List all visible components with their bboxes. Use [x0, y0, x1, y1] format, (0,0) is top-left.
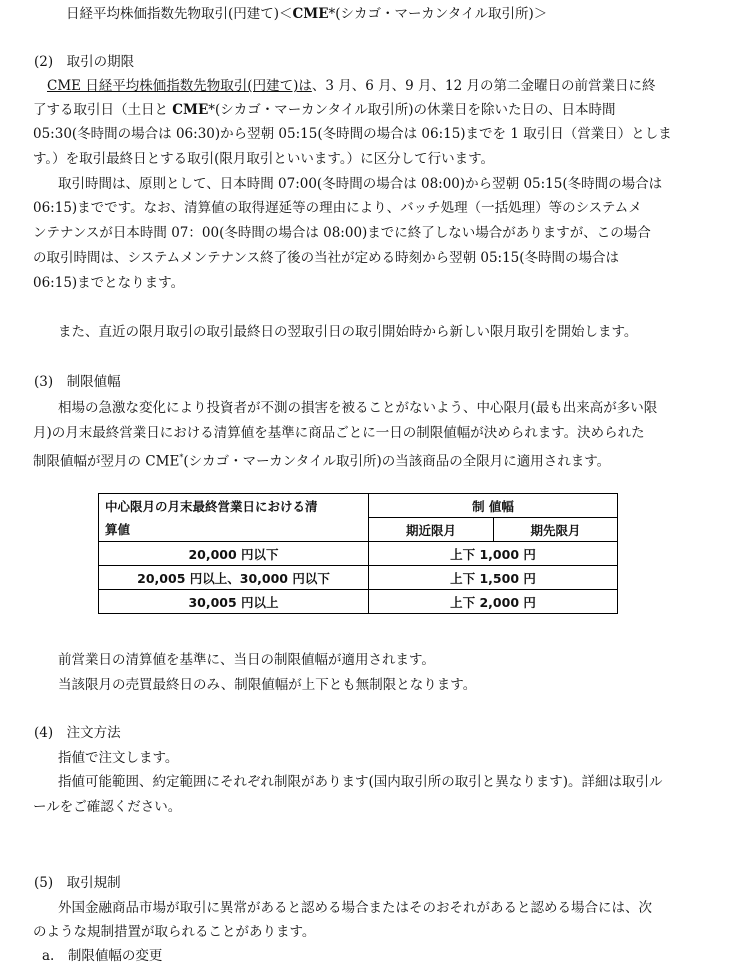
table-header-row [99, 494, 618, 518]
header-near-month: 期近限月 [369, 518, 494, 542]
s2-p1-line2-a: 了する取引日（土日と [33, 102, 173, 118]
row-range: 20,000 円以下 [99, 542, 369, 566]
header-cme: CME [292, 6, 329, 22]
row-limit: 上下 1,500 円 [369, 566, 618, 590]
header-limit: 制 値幅 [369, 494, 618, 518]
table-row [99, 566, 618, 590]
cme-product-name: CME 日経平均株価指数先物取引(円建て)は [47, 78, 312, 94]
s3-line1: 相場の急激な変化により投資者が不測の損害を被ることがないよう、中心限月(最も出来高が多い限 [58, 400, 658, 416]
s3-note1: 前営業日の清算値を基準に、当日の制限値幅が適用されます。 [58, 652, 435, 668]
row-range: 20,005 円以上、30,000 円以下 [99, 566, 369, 590]
header-base-price: 中心限月の月末最終営業日における清 [99, 494, 369, 518]
price-limit-table [98, 493, 618, 614]
header-line [66, 4, 547, 24]
s3-line3-a: 制限値幅が翌月の CME [33, 453, 180, 470]
s2-p1-line1-rest: 、3 月、6 月、9 月、12 月の第二金曜日の前営業日に終 [311, 78, 656, 94]
s2-p2-line2: 06:15)までです。なお、清算値の取得遅延等の理由により、バッチ処理（一括処理）等のシステムメ [33, 200, 642, 216]
s5-item-a: a. 制限値幅の変更 [42, 948, 163, 964]
s2-p3: また、直近の限月取引の取引最終日の翌取引日の取引開始時から新しい限月取引を開始します。 [58, 324, 638, 340]
header-suffix: *(シカゴ・マーカンタイル取引所)＞ [328, 6, 548, 22]
header-base-price-cont: 算値 [99, 518, 369, 542]
s4-line1: 指値で注文します。 [58, 750, 179, 766]
row-limit: 上下 1,000 円 [369, 542, 618, 566]
s2-p2-line5: 06:15)までとなります。 [33, 275, 185, 291]
s3-note2: 当該限月の売買最終日のみ、制限値幅が上下とも無制限となります。 [58, 677, 477, 693]
table-subheader-row [99, 518, 618, 542]
header-prefix: 日経平均株価指数先物取引(円建て)＜ [66, 6, 293, 22]
s2-p1-line2-b: *(シカゴ・マーカンタイル取引所)の休業日を除いた日の、日本時間 [208, 102, 616, 118]
s2-p1-line2 [33, 100, 615, 120]
row-limit: 上下 2,000 円 [369, 590, 618, 614]
section-4-heading: (4) 注文方法 [34, 725, 121, 741]
header-far-month: 期先限月 [494, 518, 618, 542]
s5-line1: 外国金融商品市場が取引に異常があると認める場合またはそのおそれがあると認める場合には、次 [58, 900, 652, 916]
s2-p1-line1 [47, 76, 655, 96]
s3-line3 [33, 448, 610, 472]
s3-line3-c: (シカゴ・マーカンタイル取引所)の当該商品の全限月に適用されます。 [183, 453, 611, 470]
s2-p1-line2-cme: CME [172, 102, 209, 118]
s5-line2: のような規制措置が取られることがあります。 [33, 924, 316, 940]
s4-line3: ールをご確認ください。 [33, 799, 182, 815]
s4-line2: 指値可能範囲、約定範囲にそれぞれ制限があります(国内取引所の取引と異なります)。詳細は取引ル [58, 774, 663, 790]
section-2-heading: (2) 取引の期限 [34, 54, 135, 70]
table-row [99, 590, 618, 614]
s3-line3-sup: * [179, 453, 184, 462]
s2-p1-line4: す。）を取引最終日とする取引(限月取引といいます。）に区分して行います。 [33, 151, 495, 167]
s2-p1-line3: 05:30(冬時間の場合は 06:30)から翌朝 05:15(冬時間の場合は 06:15)までを 1 取引日（営業日）としま [33, 126, 672, 142]
s2-p2-line3: ンテナンスが日本時間 07：00(冬時間の場合は 08:00)までに終了しない場合がありますが、この場合 [33, 225, 651, 241]
section-5-heading: (5) 取引規制 [34, 875, 121, 891]
s2-p2-line4: の取引時間は、システムメンテナンス終了後の当社が定める時刻から翌朝 05:15(冬時間の場合は [33, 250, 620, 266]
table-row [99, 542, 618, 566]
row-range: 30,005 円以上 [99, 590, 369, 614]
s3-line2: 月)の月末最終営業日における清算値を基準に商品ごとに一日の制限値幅が決められます。決められた [33, 425, 645, 441]
s2-p2-line1: 取引時間は、原則として、日本時間 07:00(冬時間の場合は 08:00)から翌朝 05:15(冬時間の場合は [58, 176, 663, 192]
section-3-heading: (3) 制限値幅 [34, 374, 121, 390]
